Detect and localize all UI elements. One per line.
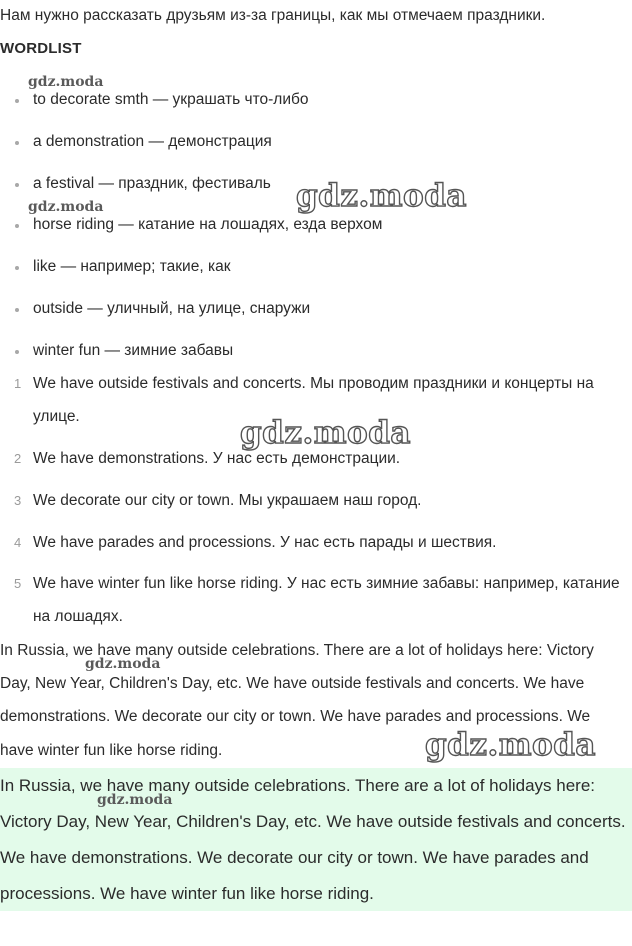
bullet-icon [15,183,19,187]
answer-text: In Russia, we have many outside celebrations. There are a lot of holidays here: Victory Day, New Year, Children's Day, etc. We have outside festivals and concerts. We have demonstrations. We decorate our city or town. We have parades and processions. We have winter fun like horse riding. [0,776,626,903]
sentence-text: We decorate our city or town. Мы украшаем наш город. [33,492,422,509]
summary-paragraph: In Russia, we have many outside celebrations. There are a lot of holidays here: Victory Day, New Year, Children's Day, etc. We have outside festivals and concerts. We have demonstrations. We decorate our city or town. We have parades and processions. We have winter fun like horse riding. [0,642,594,759]
sentence-number: 4 [14,535,22,550]
sentence-number: 3 [14,493,22,508]
watermark-logo: gdz.moda [296,178,467,214]
sentence-text: We have winter fun like horse riding. У нас есть зимние забавы: например, катание на лошадях. [33,575,620,625]
sentence-text: We have outside festivals and concerts. Мы проводим праздники и концерты на улице. [33,375,594,425]
sentence-item [0,567,620,633]
watermark-logo: gdz.moda [28,74,104,90]
wordlist-title: WORDLIST [0,40,82,57]
sentence-text: We have parades and processions. У нас есть парады и шествия. [33,534,497,551]
bullet-icon [15,350,19,354]
watermark-logo: gdz.moda [240,415,411,451]
watermark-logo: gdz.moda [28,199,104,215]
sentence-item [0,484,620,517]
sentence-text: We have demonstrations. У нас есть демонстрации. [33,450,401,467]
sentence-number: 2 [14,451,22,466]
bullet-icon [15,308,19,312]
sentence-item [0,526,620,559]
bullet-icon [15,141,19,145]
watermark-logo: gdz.moda [97,792,173,808]
watermark-logo: gdz.moda [85,656,161,672]
bullet-icon [15,99,19,103]
bullet-icon [15,224,19,228]
intro-text: Нам нужно рассказать друзьям из-за границы, как мы отмечаем праздники. [0,7,546,24]
watermark-logo: gdz.moda [425,727,596,763]
sentence-number: 1 [14,376,22,391]
bullet-icon [15,266,19,270]
answer-box [0,768,632,911]
sentence-number: 5 [14,576,22,591]
